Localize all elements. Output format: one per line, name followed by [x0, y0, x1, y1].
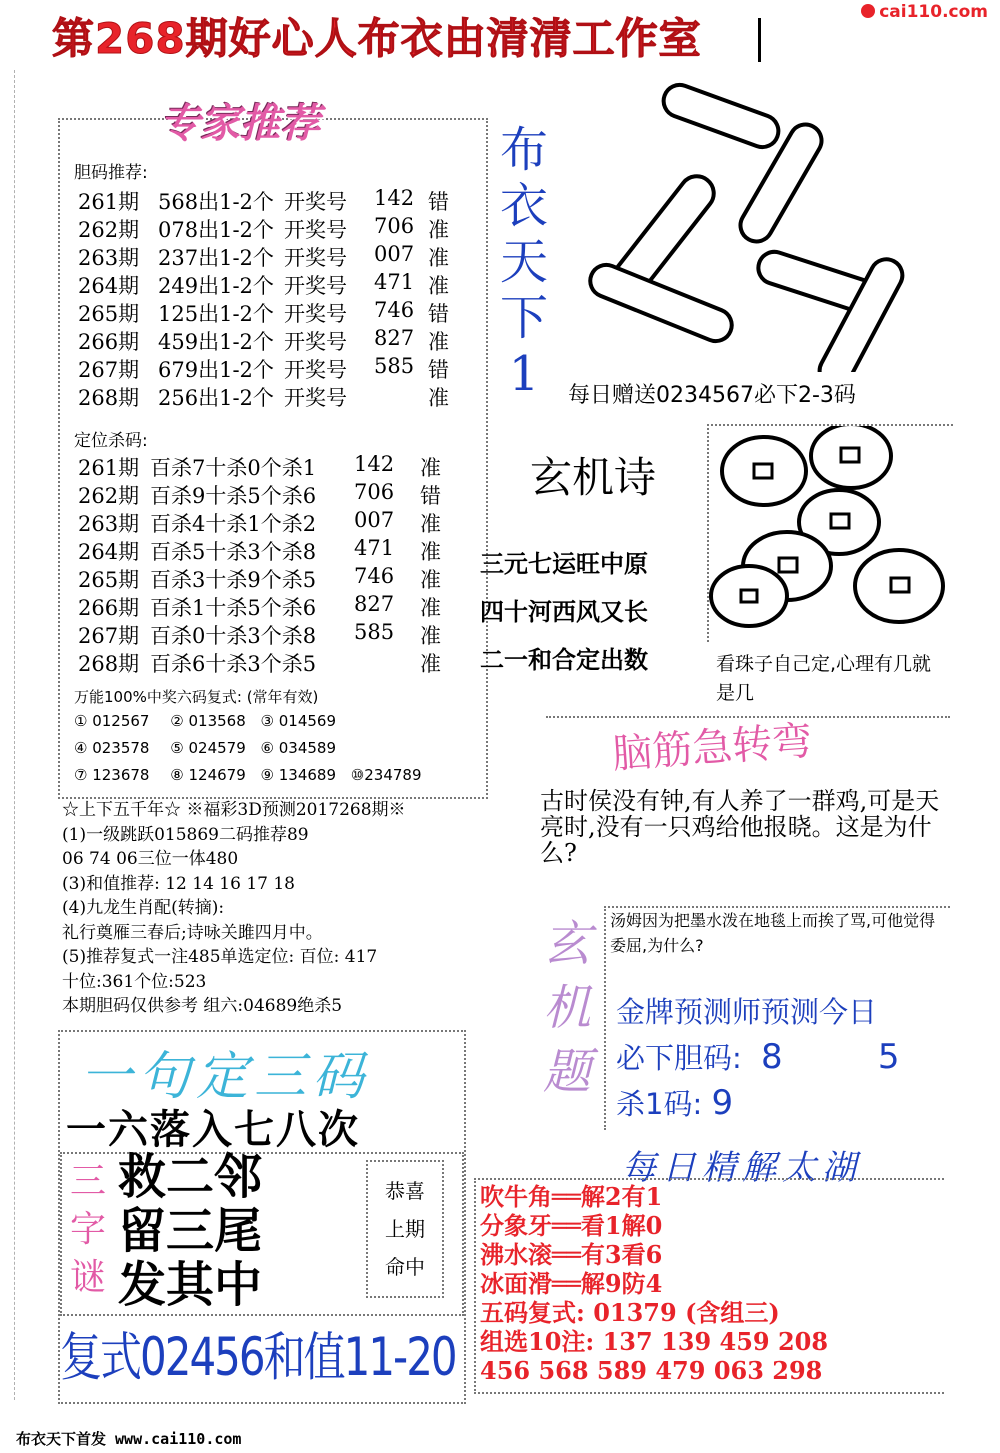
- num: 827: [374, 326, 415, 350]
- result: 准: [420, 540, 441, 564]
- left-dash-border: [14, 70, 15, 1400]
- period: 267期: [78, 358, 140, 382]
- five-thousand-line: 06 74 06三位一体480: [62, 849, 239, 869]
- label: 开奖号: [284, 274, 347, 298]
- six-code: ⑩234789: [350, 766, 422, 784]
- xuanji-text: 汤姆因为把墨水泼在地毯上而挨了骂,可他觉得委屈,为什么?: [610, 911, 936, 955]
- result: 准: [428, 330, 449, 354]
- coins-panel: [707, 424, 953, 642]
- six-code-row: [74, 712, 336, 730]
- pick: 百杀5十杀3个杀8: [150, 540, 317, 564]
- congrats-line: 恭喜: [385, 1179, 425, 1203]
- result: 准: [420, 652, 441, 676]
- coins-icon: [709, 426, 953, 642]
- site-logo-icon: [861, 4, 875, 18]
- gold-kill-row: [616, 1082, 733, 1123]
- one-sentence-title: 一句定三码: [80, 1047, 371, 1107]
- pick: 459出1-2个: [158, 330, 274, 354]
- congrats: [366, 1160, 444, 1298]
- sanzi-char: 字: [69, 1209, 106, 1250]
- xuanji-vertical-title: [536, 912, 598, 1104]
- xuanji-char: 机: [542, 980, 591, 1036]
- six-code-row: [74, 766, 422, 784]
- six-code: ④ 023578: [74, 739, 150, 757]
- taihu-title: 每日精解太湖: [622, 1148, 862, 1188]
- pick: 078出1-2个: [158, 218, 274, 242]
- period: 261期: [78, 456, 140, 480]
- result: 错: [420, 484, 441, 508]
- result: 错: [428, 302, 449, 326]
- five-thousand-line: ☆上下五千年☆ ※福彩3D预测2017268期※: [62, 800, 406, 820]
- daily-gift: 每日赠送0234567必下2-3码: [568, 383, 856, 408]
- pos-table: [78, 452, 478, 682]
- gold-dan-b: 5: [877, 1037, 900, 1077]
- taihu-line: 分象牙══看1解0: [480, 1211, 663, 1240]
- pick: 百杀3十杀9个杀5: [150, 568, 317, 592]
- period: 268期: [78, 386, 140, 410]
- pick: 百杀0十杀3个杀8: [150, 624, 317, 648]
- combo: 复式02456和值11-20: [60, 1326, 456, 1388]
- sanzi-riddle: 留三尾: [118, 1203, 263, 1259]
- dan-label: 胆码推荐:: [74, 163, 148, 183]
- buyi-char: 衣: [499, 178, 548, 234]
- pick: 568出1-2个: [158, 190, 274, 214]
- num: 142: [354, 452, 395, 476]
- result: 准: [428, 386, 449, 410]
- sanzi-riddles: [118, 1150, 262, 1312]
- pick: 百杀9十杀5个杀6: [150, 484, 317, 508]
- num: 746: [354, 564, 395, 588]
- sanzi-char: 三: [69, 1161, 106, 1202]
- five-thousand-block: [62, 798, 522, 1019]
- sanzi-char: 谜: [69, 1257, 106, 1298]
- period: 265期: [78, 568, 140, 592]
- period: 266期: [78, 596, 140, 620]
- period: 268期: [78, 652, 140, 676]
- poem-line: 二一和合定出数: [480, 646, 648, 674]
- congrats-line: 上期: [385, 1217, 425, 1241]
- five-thousand-line: (4)九龙生肖配(转摘):: [62, 898, 225, 918]
- rods-illustration: [566, 72, 946, 372]
- poem-note: 看珠子自己定,心理有几就是几: [716, 653, 932, 704]
- result: 准: [420, 568, 441, 592]
- num: 471: [354, 536, 395, 560]
- six-code: ⑦ 123678: [74, 766, 150, 784]
- period: 262期: [78, 484, 140, 508]
- result: 准: [420, 596, 441, 620]
- five-thousand-line: 礼行奠雁三春后;诗咏关雎四月中。: [62, 922, 323, 943]
- period: 266期: [78, 330, 140, 354]
- rods-icon: [566, 72, 946, 372]
- six-code-row: [74, 739, 336, 757]
- label: 开奖号: [284, 190, 347, 214]
- five-thousand-line: (5)推荐复式一注485单选定位: 百位: 417: [62, 947, 378, 967]
- six-code: ③ 014569: [260, 712, 337, 730]
- five-thousand-line: (3)和值推荐: 12 14 16 17 18: [62, 873, 295, 894]
- result: 准: [428, 246, 449, 270]
- taihu-line: 456 568 589 479 063 298: [480, 1356, 823, 1385]
- pick: 249出1-2个: [158, 274, 274, 298]
- expert-title: 专家推荐: [160, 100, 320, 147]
- result: 准: [428, 218, 449, 242]
- site-logo-text: cai110.com: [879, 2, 988, 22]
- pick: 237出1-2个: [158, 246, 274, 270]
- pick: 256出1-2个: [158, 386, 274, 410]
- num: 142: [374, 186, 415, 210]
- num: 007: [354, 508, 395, 532]
- site-logo[interactable]: [861, 2, 988, 22]
- num: 706: [374, 214, 415, 238]
- six-code: ⑥ 034589: [260, 739, 337, 757]
- footer-text: 布衣天下首发 www.cai110.com: [16, 1430, 242, 1448]
- five-thousand-line: (1)一级跳跃015869二码推荐89: [62, 824, 309, 845]
- label: 开奖号: [284, 302, 347, 326]
- num: 746: [374, 298, 415, 322]
- poem-line: 四十河西风又长: [480, 598, 648, 626]
- six-code: ⑧ 124679: [170, 766, 246, 784]
- pick: 百杀4十杀1个杀2: [150, 512, 317, 536]
- label: 开奖号: [284, 386, 347, 410]
- sanzi-riddle: 救二邻: [118, 1149, 263, 1205]
- pick: 百杀6十杀3个杀5: [150, 652, 317, 676]
- num: 827: [354, 592, 395, 616]
- result: 错: [428, 190, 449, 214]
- five-thousand-line: 本期胆码仅供参考 组六:04689绝杀5: [62, 996, 343, 1016]
- period: 263期: [78, 512, 140, 536]
- buyi-char: 1: [508, 346, 540, 402]
- num: 585: [354, 620, 395, 644]
- taihu-line: 吹牛角══解2有1: [480, 1182, 663, 1211]
- poem-line: 三元七运旺中原: [480, 550, 648, 578]
- pick: 百杀7十杀0个杀1: [150, 456, 317, 480]
- buyi-char: 天: [499, 234, 548, 290]
- poem-title: 玄机诗: [530, 453, 657, 502]
- result: 准: [428, 274, 449, 298]
- sanzi-riddle: 发其中: [118, 1257, 263, 1313]
- six-code: ⑨ 134689: [260, 766, 337, 784]
- period: 261期: [78, 190, 140, 214]
- gold-dan-label: 必下胆码:: [616, 1041, 742, 1075]
- gold-dan-row: [616, 1036, 900, 1077]
- num: 007: [374, 242, 415, 266]
- one-sentence-line: 一六落入七八次: [66, 1106, 360, 1153]
- riddle-title: 脑筋急转弯: [610, 718, 814, 778]
- six-code-label: 万能100%中奖六码复式: (常年有效): [74, 688, 319, 706]
- taihu-line: 组选10注: 137 139 459 208: [480, 1327, 829, 1356]
- gold-kill-label: 杀1码:: [616, 1087, 703, 1121]
- gold-title: 金牌预测师预测今日: [616, 995, 878, 1029]
- five-thousand-line: 十位:361个位:523: [62, 971, 207, 992]
- period: 264期: [78, 274, 140, 298]
- six-code: ① 012567: [74, 712, 150, 730]
- result: 准: [420, 512, 441, 536]
- buyi-vertical-title: [492, 122, 556, 402]
- dan-table: [78, 186, 478, 416]
- xuanji-char: 题: [542, 1044, 591, 1100]
- taihu-line: 冰面滑══解9防4: [480, 1269, 663, 1298]
- riddle-text: 古时侯没有钟,有人养了一群鸡,可是天亮时,没有一只鸡给他报晓。这是为什么?: [540, 787, 940, 867]
- result: 错: [428, 358, 449, 382]
- period: 267期: [78, 624, 140, 648]
- header-right-mark: [758, 18, 761, 62]
- taihu-lines: [480, 1182, 828, 1385]
- period: 263期: [78, 246, 140, 270]
- pick: 679出1-2个: [158, 358, 274, 382]
- pos-label: 定位杀码:: [74, 431, 148, 451]
- result: 准: [420, 456, 441, 480]
- num: 585: [374, 354, 415, 378]
- sanzi-vertical-title: [66, 1158, 110, 1302]
- gold-kill: 9: [711, 1083, 734, 1123]
- pick: 百杀1十杀5个杀6: [150, 596, 317, 620]
- period: 265期: [78, 302, 140, 326]
- period: 264期: [78, 540, 140, 564]
- buyi-char: 布: [499, 122, 548, 178]
- xuanji-char: 玄: [542, 916, 591, 972]
- label: 开奖号: [284, 218, 347, 242]
- gold-dan-a: 8: [761, 1037, 783, 1077]
- period: 262期: [78, 218, 140, 242]
- label: 开奖号: [284, 246, 347, 270]
- result: 准: [420, 624, 441, 648]
- page-title: 第268期好心人布衣由清清工作室: [52, 14, 702, 63]
- taihu-line: 五码复式: 01379 (含组三): [480, 1298, 780, 1327]
- buyi-char: 下: [499, 290, 548, 346]
- label: 开奖号: [284, 330, 347, 354]
- six-code: ⑤ 024579: [170, 739, 246, 757]
- num: 471: [374, 270, 415, 294]
- six-code: ② 013568: [170, 712, 246, 730]
- pick: 125出1-2个: [158, 302, 274, 326]
- taihu-line: 沸水滚══有3看6: [480, 1240, 663, 1269]
- label: 开奖号: [284, 358, 347, 382]
- num: 706: [354, 480, 395, 504]
- congrats-line: 命中: [385, 1255, 425, 1279]
